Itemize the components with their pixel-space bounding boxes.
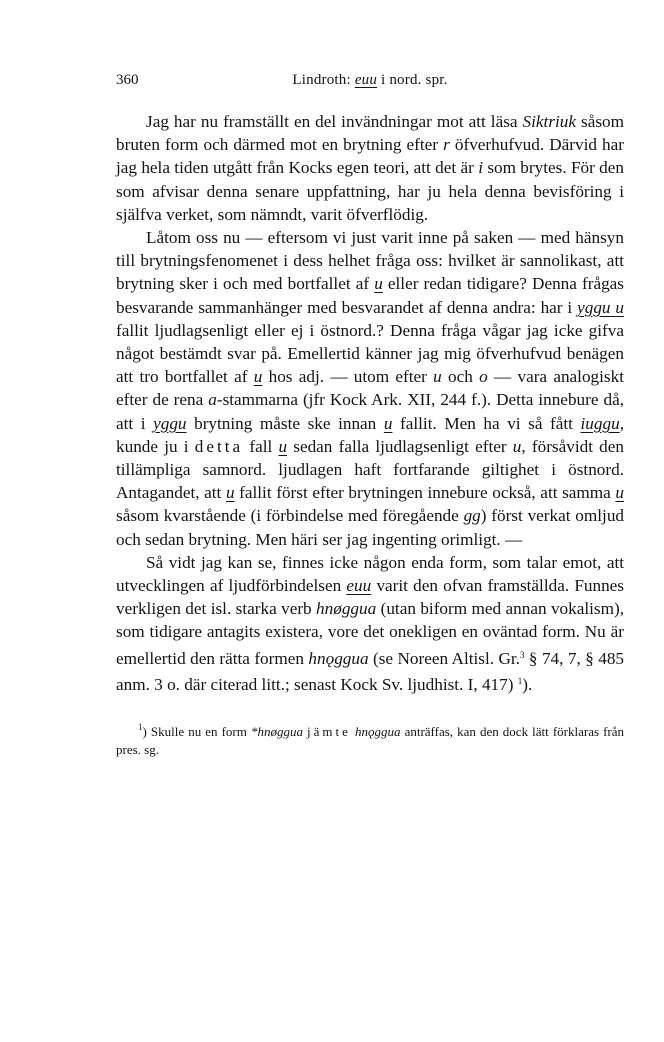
paragraph [116, 551, 624, 696]
text-run: anträffas, kan den dock lätt förklaras från pres. sg. [116, 724, 625, 758]
text-run: detta [194, 436, 244, 456]
italic-word: gg [463, 506, 481, 526]
running-title [116, 72, 624, 89]
superscript: 1 [517, 675, 523, 686]
text-run: — vara analogiskt efter de rena [116, 367, 624, 410]
text-run: jämte [307, 724, 351, 740]
text-run: ). [522, 674, 533, 694]
page-number: 360 [116, 72, 139, 88]
text-run: och [441, 367, 480, 387]
italic-word: yggu [153, 413, 187, 433]
text-run: , kunde ju i [116, 413, 624, 456]
running-header [116, 72, 624, 94]
italic-word: euu [346, 576, 372, 596]
italic-word: hnǫggua [308, 648, 369, 668]
italic-word: u [512, 436, 522, 456]
text-run: ) Skulle nu en form [142, 724, 251, 740]
text-run: (utan biform med annan vokalism), som tidigare antagits existera, vore det onekligen en oväntad form. Nu är emellertid den rätta formen [116, 599, 624, 668]
text-run: Så vidt jag kan se, finnes icke någon enda form, som talar emot, att utvecklingen af ljudförbindelsen [116, 552, 624, 596]
superscript: 1 [138, 722, 143, 733]
italic-word: i [478, 158, 483, 178]
italic-word: hnǫggua [355, 724, 401, 740]
text-run: sedan falla ljudlagsenligt efter [287, 436, 513, 456]
italic-word: u [374, 274, 383, 294]
text-run: öfverhufvud. Därvid har jag hela tiden utgått från Kocks egen teori, att det är [116, 135, 624, 178]
text-run: § 74, 7, § 485 anm. 3 o. där citerad litt.; senast Kock Sv. ljudhist. I, 417) [116, 648, 624, 694]
italic-word: hnøggua [316, 599, 377, 619]
italic-word: u [253, 367, 263, 387]
text-run: (se Noreen Altisl. Gr. [368, 648, 520, 668]
italic-word: Siktriuk [522, 112, 577, 131]
superscript: 3 [519, 649, 525, 660]
paragraph [116, 110, 624, 226]
text-run: brytning måste ske innan [186, 413, 384, 433]
italic-word: a [208, 390, 217, 410]
running-title-word: euu [354, 72, 378, 88]
text-run: eller redan tidigare? Denna frågas besvarande sammanhänger med besvarandet af denna andra: har i [116, 274, 625, 317]
text-run: , försåvidt den tillämpliga samnord. ljudlagen haft fortfarande giltighet i östnord. Antagandet, att [116, 436, 624, 503]
body-text [116, 110, 624, 696]
italic-word: u [383, 413, 393, 433]
text-run: fallit först efter brytningen innebure också, att samma [234, 483, 616, 503]
text-run: fall [243, 436, 279, 456]
italic-word: u [433, 367, 442, 387]
text-run: varit den ofvan framställda. Funnes verkligen det isl. starka verb [116, 576, 624, 619]
italic-word: r [443, 135, 450, 155]
italic-word: *hnøggua [250, 724, 303, 740]
footnote [116, 718, 624, 759]
text-run: Jag har nu framställt en del invändningar mot att läsa [146, 112, 523, 131]
running-title-author: Lindroth: [292, 72, 351, 88]
italic-word: o [479, 367, 488, 387]
text-run: fallit ljudlagsenligt eller ej i östnord.? Denna fråga vågar jag icke gifva något bestämdt svar på. Emellertid känner jag mig öfverhufvud benägen att tro bortfallet af [116, 320, 624, 387]
text-run: fallit. Men ha vi så fått [392, 413, 581, 433]
text-run: -stammarna (jfr Kock Ark. XII, 244 f.). Detta innebure då, att i [116, 390, 624, 433]
text-run: såsom bruten form och därmed mot en brytning efter [116, 112, 624, 155]
running-title-rest: i nord. spr. [381, 72, 448, 88]
text-run: ) först verkat omljud och sedan brytning. Men häri ser jag ingenting orimligt. — [116, 506, 625, 549]
text-run: som brytes. För den som afvisar denna senare uppfattning, har ju hela denna bevisföring i själfva verket, som nämndt, varit öfverflödig. [116, 158, 624, 224]
text-run: såsom kvarstående (i förbindelse med föregående [116, 506, 464, 526]
text-run: hos adj. — utom efter [262, 367, 434, 387]
page [116, 72, 624, 759]
italic-word: iuggu [580, 413, 620, 433]
italic-word: u [225, 483, 235, 503]
italic-word: u [615, 483, 625, 503]
italic-word: yggu u [577, 297, 624, 317]
paragraph [116, 226, 624, 551]
text-run: Låtom oss nu — eftersom vi just varit inne på saken — med hänsyn till brytningsfenomenet i dess helhet fråga oss: hvilket är sannolikast, att brytning sker i och med bortfallet af [116, 228, 624, 294]
italic-word: u [278, 436, 288, 456]
